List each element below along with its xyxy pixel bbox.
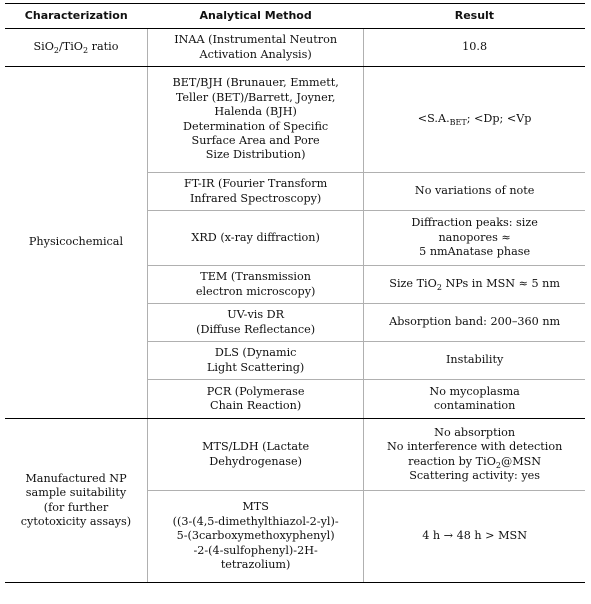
characterization-table	[5, 3, 585, 583]
result-tem: Size TiO$_2$ NPs in MSN ≈ 5 nm	[364, 266, 585, 304]
method-mts: MTS ((3-(4,5-dimethylthiazol-2-yl)- 5-(3carboxymethoxyphenyl) -2-(4-sulfophenyl)-2H- tetrazolium)	[147, 491, 363, 583]
result-dls: Instability	[364, 342, 585, 380]
result-uvvis: Absorption band: 200–360 nm	[364, 304, 585, 342]
method-pcr: PCR (Polymerase Chain Reaction)	[147, 380, 363, 419]
method-mts-ldh: MTS/LDH (Lactate Dehydrogenase)	[147, 419, 363, 491]
method-inaa: INAA (Instrumental Neutron Activation Analysis)	[147, 29, 363, 67]
header-analytical-method: Analytical Method	[147, 4, 363, 29]
table-header-row	[5, 4, 585, 29]
characterization-manufactured: Manufactured NP sample suitability (for further cytotoxicity assays)	[5, 419, 147, 583]
method-ftir: FT-IR (Fourier Transform Infrared Spectroscopy)	[147, 173, 363, 211]
characterization-physicochemical: Physicochemical	[5, 67, 147, 419]
result-bet: $<S.A._{BET}$; <Dp; <Vp	[364, 67, 585, 173]
header-result: Result	[364, 4, 585, 29]
characterization-ratio: SiO$_2$/TiO$_2$ ratio	[5, 29, 147, 67]
result-pcr: No mycoplasma contamination	[364, 380, 585, 419]
method-xrd: XRD (x-ray diffraction)	[147, 211, 363, 266]
result-mts: 4 h → 48 h > MSN	[364, 491, 585, 583]
method-uvvis: UV-vis DR (Diffuse Reflectance)	[147, 304, 363, 342]
result-xrd: Diffraction peaks: size nanopores ≈ 5 nmAnatase phase	[364, 211, 585, 266]
method-tem: TEM (Transmission electron microscopy)	[147, 266, 363, 304]
header-characterization: Characterization	[5, 4, 147, 29]
result-ratio: 10.8	[364, 29, 585, 67]
table-row-bet	[5, 67, 585, 173]
result-ftir: No variations of note	[364, 173, 585, 211]
method-dls: DLS (Dynamic Light Scattering)	[147, 342, 363, 380]
table-row-ratio	[5, 29, 585, 67]
method-bet-bjh: BET/BJH (Brunauer, Emmett, Teller (BET)/Barrett, Joyner, Halenda (BJH) Determination of Specific Surface Area and Pore Size Distribution)	[147, 67, 363, 173]
table-row-mts-ldh	[5, 419, 585, 491]
result-mts-ldh: No absorption No interference with detection reaction by TiO$_2$@MSN Scattering activity: yes	[364, 419, 585, 491]
